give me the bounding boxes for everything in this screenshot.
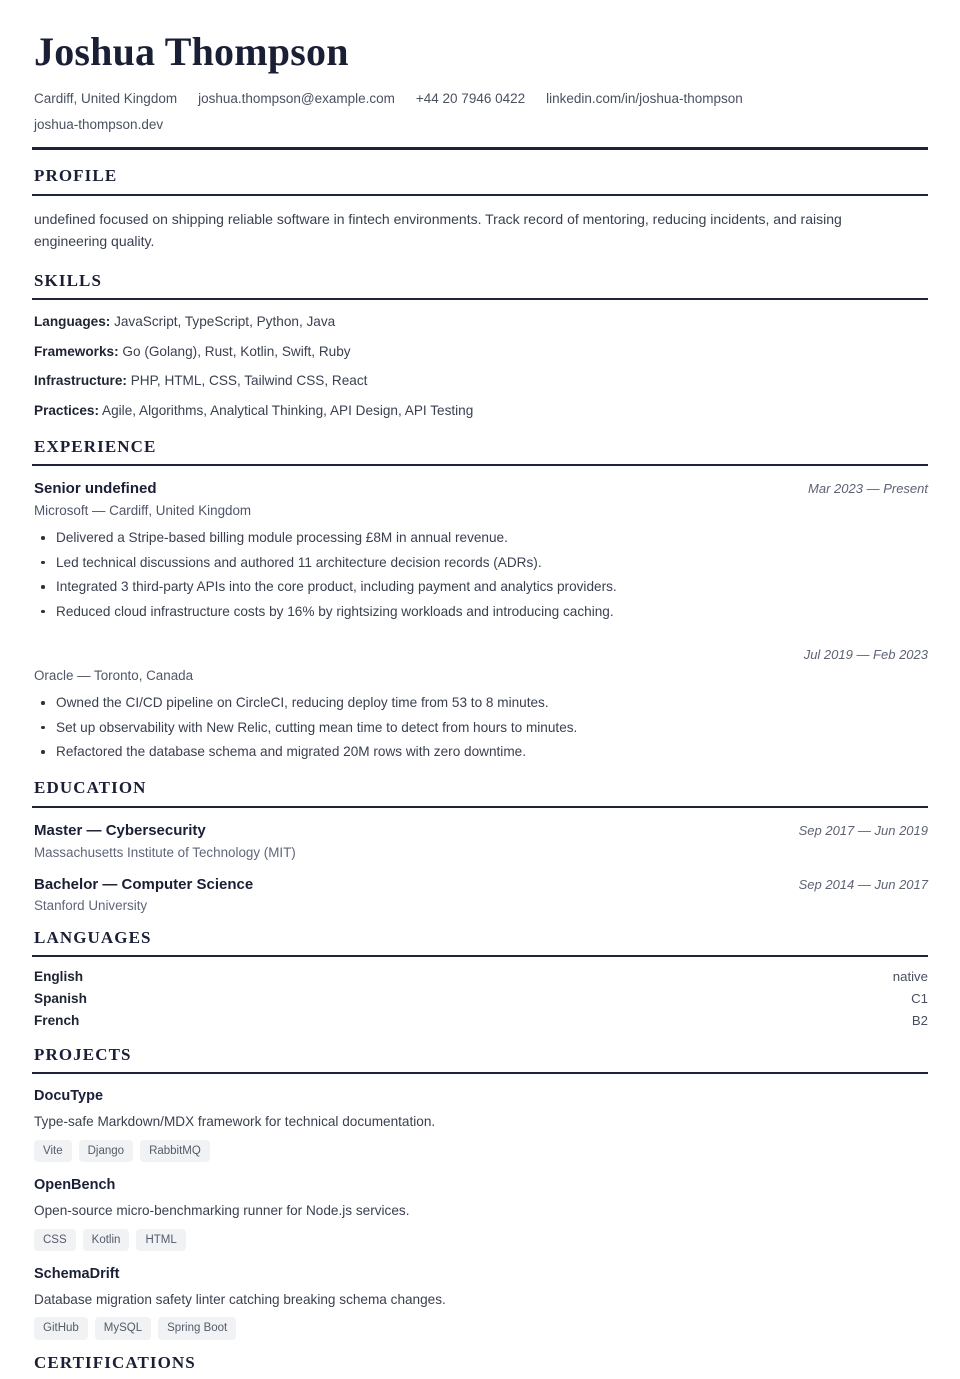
experience-entry	[32, 478, 928, 622]
skill-row	[34, 371, 928, 391]
project-description: Database migration safety linter catching breaking schema changes.	[34, 1291, 446, 1307]
job-date-range: Jul 2019 — Feb 2023	[803, 647, 928, 663]
project-entry	[32, 1086, 928, 1162]
job-bullet-list	[32, 527, 928, 622]
skill-category-label: Practices:	[34, 402, 99, 418]
skill-row	[34, 401, 928, 421]
job-bullet: Owned the CI/CD pipeline on CircleCI, reducing deploy time from 53 to 8 minutes.	[32, 692, 928, 713]
language-name: Spanish	[34, 990, 87, 1006]
job-bullet: Reduced cloud infrastructure costs by 16% by rightsizing workloads and introducing caching.	[32, 601, 928, 622]
project-tag: Spring Boot	[158, 1317, 236, 1339]
education-entry-header	[32, 820, 928, 842]
job-company-location: Microsoft — Cardiff, United Kingdom	[34, 503, 252, 519]
project-tag: MySQL	[95, 1317, 151, 1339]
education-date-range: Sep 2014 — Jun 2017	[798, 876, 928, 892]
section-divider-education	[32, 806, 928, 808]
project-entry	[32, 1175, 928, 1251]
section-experience	[32, 437, 928, 762]
experience-entry-header	[32, 478, 928, 500]
profile-summary-text: undefined focused on shipping reliable software in fintech environments. Track record of mentoring, reducing incidents, and raising engineering quality.	[34, 210, 842, 250]
project-tag: Kotlin	[83, 1229, 130, 1251]
language-level: native	[892, 968, 928, 984]
project-description: Open-source micro-benchmarking runner for Node.js services.	[34, 1203, 410, 1219]
skill-category-label: Frameworks:	[34, 343, 119, 359]
section-projects	[32, 1045, 928, 1340]
skill-values: PHP, HTML, CSS, Tailwind CSS, React	[130, 373, 368, 389]
section-profile	[32, 166, 928, 253]
project-tag: HTML	[136, 1229, 185, 1251]
language-name: French	[34, 1012, 80, 1028]
languages-list	[32, 969, 928, 1028]
experience-entry	[32, 638, 928, 762]
section-divider-profile	[32, 194, 928, 196]
project-tag: CSS	[34, 1229, 76, 1251]
contact-linkedin[interactable]: linkedin.com/in/joshua-thompson	[546, 90, 743, 106]
project-tag: RabbitMQ	[140, 1140, 210, 1162]
job-bullet: Led technical discussions and authored 11 architecture decision records (ADRs).	[32, 552, 928, 573]
job-company-location: Oracle — Toronto, Canada	[34, 667, 194, 683]
job-title: Senior undefined	[34, 480, 157, 498]
section-certifications	[32, 1353, 928, 1373]
project-tag-list	[34, 1317, 928, 1339]
language-name: English	[34, 968, 84, 984]
contact-line	[34, 89, 834, 136]
language-row	[32, 991, 928, 1006]
section-languages	[32, 928, 928, 1028]
job-bullet: Refactored the database schema and migrated 20M rows with zero downtime.	[32, 741, 928, 762]
job-date-range: Mar 2023 — Present	[808, 481, 928, 497]
section-title-education: EDUCATION	[34, 778, 147, 798]
contact-location: Cardiff, United Kingdom	[34, 90, 178, 106]
education-date-range: Sep 2017 — Jun 2019	[798, 822, 928, 838]
project-entry	[32, 1264, 928, 1340]
section-divider-languages	[32, 955, 928, 957]
project-tag: GitHub	[34, 1317, 88, 1339]
skill-values: Go (Golang), Rust, Kotlin, Swift, Ruby	[122, 343, 351, 359]
resume-header	[32, 30, 928, 150]
section-title-experience: EXPERIENCE	[34, 436, 157, 456]
experience-entry-header	[32, 638, 928, 665]
header-divider	[32, 147, 928, 150]
project-description: Type-safe Markdown/MDX framework for technical documentation.	[34, 1114, 436, 1130]
job-bullet: Integrated 3 third-party APIs into the core product, including payment and analytics providers.	[32, 576, 928, 597]
education-degree: Master — Cybersecurity	[34, 821, 206, 839]
skills-list	[32, 312, 928, 421]
section-skills	[32, 271, 928, 421]
language-row	[32, 969, 928, 984]
section-divider-projects	[32, 1072, 928, 1074]
contact-phone[interactable]: +44 20 7946 0422	[415, 90, 526, 106]
skill-category-label: Languages:	[34, 314, 111, 330]
project-tag: Vite	[34, 1140, 72, 1162]
education-entry	[32, 820, 928, 863]
section-title-languages: LANGUAGES	[34, 927, 152, 947]
education-entry-header	[32, 874, 928, 896]
education-school: Stanford University	[34, 898, 148, 914]
project-name: SchemaDrift	[34, 1265, 120, 1282]
skill-values: JavaScript, TypeScript, Python, Java	[114, 314, 336, 330]
education-entry	[32, 874, 928, 917]
section-divider-skills	[32, 298, 928, 300]
job-bullet: Set up observability with New Relic, cutting mean time to detect from hours to minutes.	[32, 717, 928, 738]
project-name: DocuType	[34, 1088, 104, 1105]
project-tag-list	[34, 1140, 928, 1162]
education-degree: Bachelor — Computer Science	[34, 875, 254, 893]
language-level: C1	[911, 990, 928, 1006]
language-row	[32, 1013, 928, 1028]
job-bullet-list	[32, 692, 928, 762]
section-title-certifications: CERTIFICATIONS	[34, 1352, 196, 1372]
skill-row	[34, 342, 928, 362]
contact-website[interactable]: joshua-thompson.dev	[34, 117, 164, 133]
education-school: Massachusetts Institute of Technology (MIT)	[34, 844, 296, 860]
project-tag: Django	[79, 1140, 133, 1162]
language-level: B2	[911, 1012, 928, 1028]
job-bullet: Delivered a Stripe-based billing module processing £8M in annual revenue.	[32, 527, 928, 548]
section-divider-experience	[32, 464, 928, 466]
project-name: OpenBench	[34, 1177, 116, 1194]
candidate-name: Joshua Thompson	[34, 29, 349, 74]
skill-category-label: Infrastructure:	[34, 373, 127, 389]
skill-row	[34, 312, 928, 332]
section-title-skills: SKILLS	[34, 271, 103, 291]
skill-values: Agile, Algorithms, Analytical Thinking, API Design, API Testing	[102, 402, 474, 418]
project-tag-list	[34, 1229, 928, 1251]
section-education	[32, 778, 928, 916]
contact-email[interactable]: joshua.thompson@example.com	[198, 90, 395, 106]
section-title-profile: PROFILE	[34, 166, 118, 186]
section-title-projects: PROJECTS	[34, 1044, 132, 1064]
